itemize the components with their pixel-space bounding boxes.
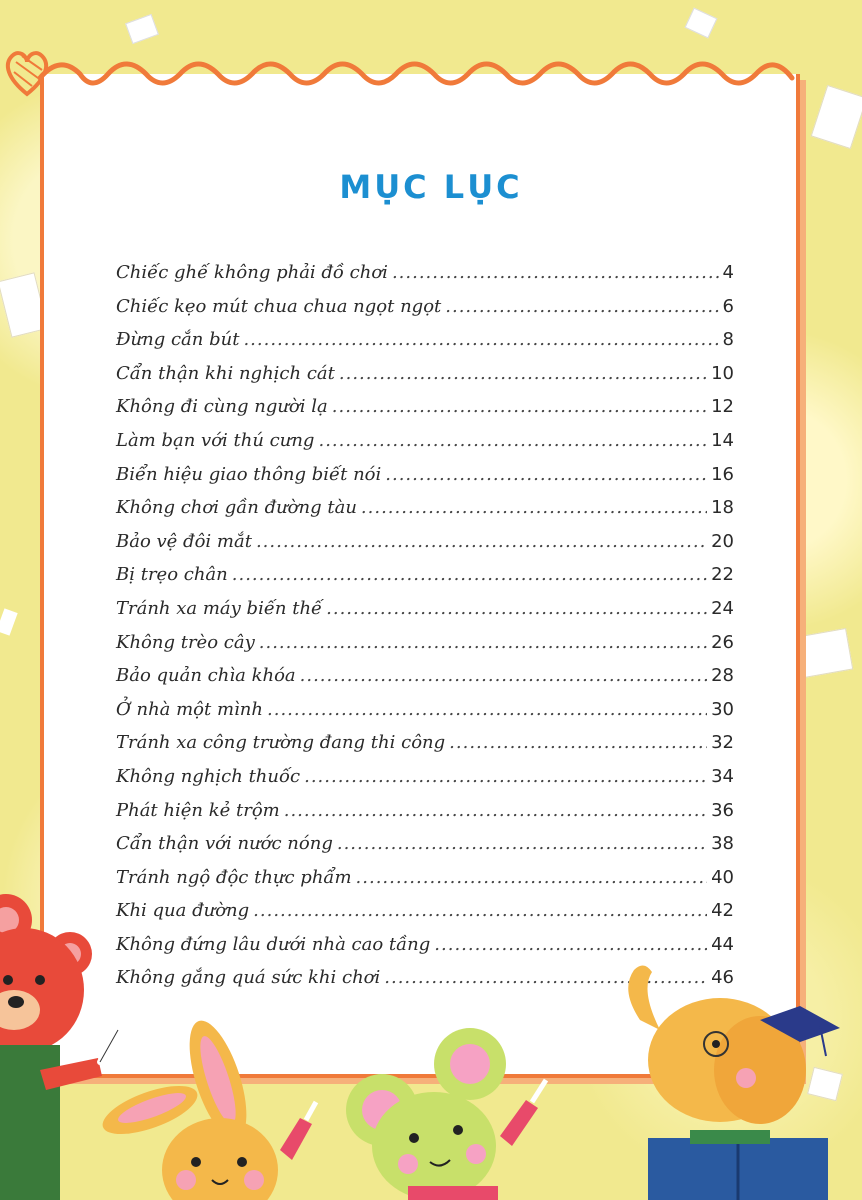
toc-entry-page: 28 [711, 665, 734, 687]
toc-entry-title: Phát hiện kẻ trộm [116, 799, 280, 821]
toc-entry-title: Ở nhà một mình [116, 698, 263, 720]
toc-entry-page: 38 [711, 833, 734, 855]
toc-entry [116, 833, 734, 867]
toc-entry-page: 40 [711, 866, 734, 888]
toc-entry [116, 464, 734, 498]
toc-entry-title: Cẩn thận với nước nóng [116, 833, 333, 855]
toc-entry-page: 36 [711, 799, 734, 821]
toc-entry [116, 363, 734, 397]
toc-entry-title: Tránh ngộ độc thực phẩm [116, 866, 352, 888]
toc-entry-page: 18 [711, 497, 734, 519]
toc-entry-title: Không đứng lâu dưới nhà cao tầng [116, 933, 431, 955]
toc-entry-title: Không nghịch thuốc [116, 765, 301, 787]
toc-entry-page: 20 [711, 530, 734, 552]
toc-entry [116, 564, 734, 598]
toc-entry [116, 296, 734, 330]
toc-entry-title: Không đi cùng người lạ [116, 396, 328, 418]
toc-entry-page: 24 [711, 597, 734, 619]
toc-leader-dots [259, 632, 707, 653]
toc-entry-title: Không trèo cây [116, 631, 255, 653]
toc-leader-dots [361, 497, 707, 518]
toc-entry-title: Làm bạn với thú cưng [116, 429, 315, 451]
toc-entry-title: Cẩn thận khi nghịch cát [116, 362, 335, 384]
toc-entry-title: Không chơi gần đường tàu [116, 497, 357, 519]
toc-leader-dots [326, 598, 707, 619]
confetti-decoration [797, 628, 854, 678]
toc-leader-dots [318, 430, 707, 451]
toc-entry [116, 329, 734, 363]
toc-entry [116, 497, 734, 531]
toc-entry-title: Biển hiệu giao thông biết nói [116, 463, 382, 485]
toc-entry-page: 12 [711, 396, 734, 418]
scalloped-edge [30, 44, 800, 104]
toc-entry-title: Khi qua đường [116, 900, 250, 922]
toc-entry [116, 598, 734, 632]
toc-entry-page: 4 [722, 262, 734, 283]
toc-leader-dots [243, 329, 718, 350]
toc-entry [116, 800, 734, 834]
toc-entry-title: Chiếc kẹo mút chua chua ngọt ngọt [116, 295, 442, 317]
toc-entry-page: 6 [722, 295, 734, 317]
toc-entry [116, 531, 734, 565]
toc-leader-dots [304, 766, 707, 787]
rabbit-illustration [97, 1014, 316, 1200]
toc-entry-title: Tránh xa máy biến thế [116, 597, 323, 619]
toc-leader-dots [267, 699, 707, 720]
toc-entry-title: Bảo quản chìa khóa [116, 665, 296, 687]
toc-entry [116, 430, 734, 464]
toc-leader-dots [445, 296, 718, 317]
mouse-illustration [346, 1028, 546, 1200]
toc-entry [116, 396, 734, 430]
toc-leader-dots [332, 396, 707, 417]
toc-entry-page: 34 [711, 765, 734, 787]
toc-entry-page: 46 [711, 967, 734, 989]
elephant-illustration [628, 965, 840, 1200]
toc-entry-title: Bị trẹo chân [116, 564, 228, 586]
toc-entry-title: Bảo vệ đôi mắt [116, 530, 252, 552]
toc-entry-page: 16 [711, 463, 734, 485]
toc-entry-title: Không gắng quá sức khi chơi [116, 967, 381, 989]
bear-illustration [0, 894, 118, 1200]
toc-leader-dots [337, 833, 707, 854]
toc-leader-dots [256, 531, 707, 552]
toc-entry-title: Đừng cắn bút [116, 329, 240, 351]
toc-entry-page: 26 [711, 631, 734, 653]
toc-leader-dots [339, 363, 707, 384]
page-title: MỤC LỤC [339, 168, 523, 206]
toc-leader-dots [300, 665, 707, 686]
toc-leader-dots [232, 564, 707, 585]
toc-entry [116, 732, 734, 766]
toc-entry-title: Chiếc ghế không phải đồ chơi [116, 262, 388, 283]
toc-entry-page: 14 [711, 429, 734, 451]
toc-entry-page: 42 [711, 900, 734, 922]
toc-entry [116, 665, 734, 699]
toc-leader-dots [392, 262, 719, 283]
toc-entry-page: 44 [711, 933, 734, 955]
cartoon-characters [0, 880, 862, 1200]
toc-entry [116, 262, 734, 296]
toc-entry-page: 32 [711, 732, 734, 754]
toc-leader-dots [449, 732, 707, 753]
toc-entry [116, 766, 734, 800]
toc-leader-dots [385, 464, 707, 485]
toc-entry-page: 22 [711, 564, 734, 586]
toc-entry [116, 632, 734, 666]
toc-entry-page: 10 [711, 362, 734, 384]
toc-entry-page: 8 [722, 329, 734, 351]
toc-leader-dots [284, 800, 707, 821]
toc-entry [116, 699, 734, 733]
toc-entry-title: Tránh xa công trường đang thi công [116, 732, 446, 754]
toc-entry-page: 30 [711, 698, 734, 720]
